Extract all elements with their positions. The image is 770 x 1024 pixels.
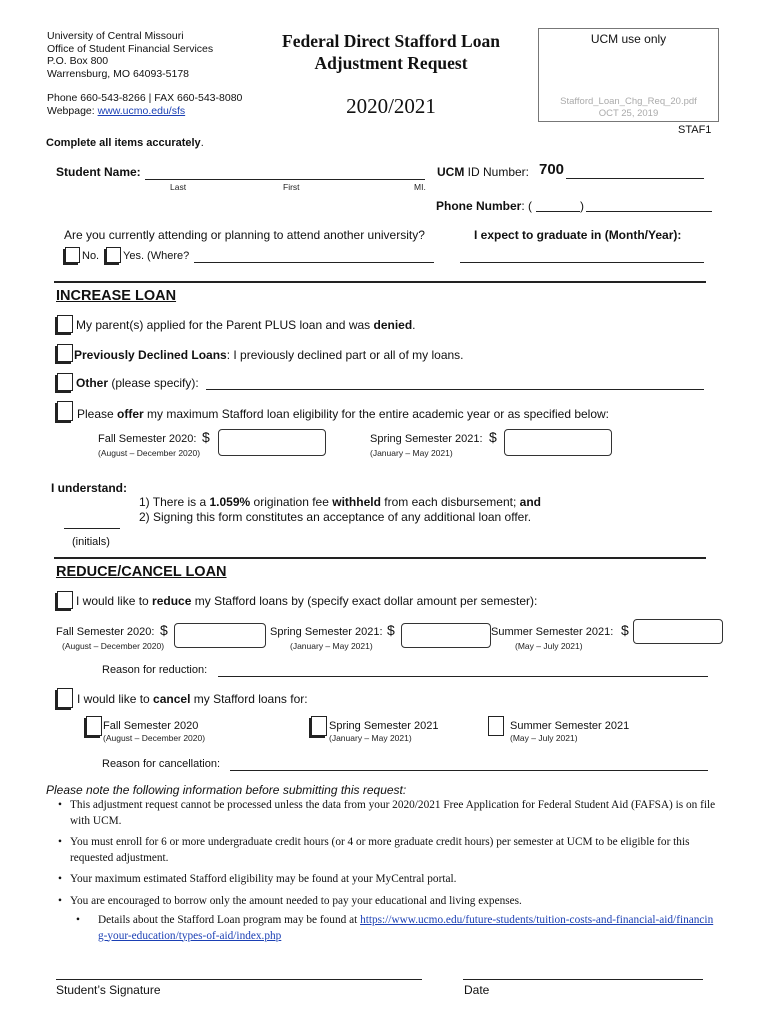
- reduce-spring-amount-input[interactable]: [401, 623, 491, 648]
- cancel-label: [77, 692, 308, 706]
- increase-spring-amount-input[interactable]: [504, 429, 612, 456]
- ucm-id-field[interactable]: [566, 178, 704, 179]
- date-field[interactable]: [463, 979, 703, 980]
- student-name-field[interactable]: [145, 179, 425, 180]
- item1-bold: 1.059%: [209, 495, 251, 509]
- cancel-fall-label: Fall Semester 2020: [103, 720, 199, 732]
- cancel-spring-dates: (January – May 2021): [329, 733, 412, 743]
- name-field-first: First: [283, 182, 300, 192]
- initials-label: (initials): [72, 536, 110, 548]
- no-label: No.: [82, 250, 100, 262]
- reduce-cancel-heading: REDUCE/CANCEL LOAN: [56, 564, 227, 580]
- instruction-text: [46, 137, 204, 149]
- reduce-label: [76, 594, 537, 608]
- cancel-fall-checkbox[interactable]: [86, 716, 102, 736]
- address-line: Warrensburg, MO 64093-5178: [47, 67, 190, 80]
- form-title-line: Federal Direct Stafford Loan: [282, 31, 500, 51]
- graduate-date-field[interactable]: [460, 262, 704, 263]
- increase-loan-heading: INCREASE LOAN: [56, 288, 177, 304]
- reason-reduction-field[interactable]: [218, 676, 708, 677]
- dollar-sign: $: [160, 622, 168, 638]
- file-date: OCT 25, 2019: [598, 108, 659, 119]
- student-signature-label: Student’s Signature: [56, 983, 161, 997]
- reduce-fall-dates: (August – December 2020): [62, 641, 165, 651]
- ucm-use-only-box: [538, 28, 719, 122]
- office-address: [47, 30, 213, 80]
- award-year: 2020/2021: [346, 94, 436, 118]
- reduce-post: my Stafford loans by (specify exact dollar amount per semester):: [191, 594, 538, 608]
- dollar-sign: $: [202, 429, 210, 445]
- note-item: • This adjustment request cannot be processed unless the data from your 2020/2021 Free Application for Federal Student Aid (FAFSA) is on file with UCM.: [58, 798, 718, 829]
- note-sub-item: [58, 913, 718, 944]
- understand-heading: I understand:: [51, 481, 128, 495]
- reduce-bold: reduce: [152, 594, 192, 608]
- plus-denied-checkbox[interactable]: [57, 315, 73, 333]
- dollar-sign: $: [387, 622, 395, 638]
- increase-fall-dates: (August – December 2020): [98, 448, 201, 458]
- opt1-post: .: [412, 318, 416, 332]
- ucm-id-prefix: 700: [539, 161, 565, 178]
- opt4-pre: Please: [77, 407, 118, 421]
- phone-bold: Phone Number: [436, 199, 522, 213]
- stafford-info-link[interactable]: https://www.ucmo.edu/future-students/tuition-costs-and-financial-aid/financing-your-education/types-of-aid/index.php: [98, 914, 714, 942]
- increase-fall-label: Fall Semester 2020:: [98, 433, 197, 445]
- cancel-spring-label: Spring Semester 2021: [329, 720, 439, 732]
- instruction-bold: Complete all items accurately: [46, 137, 201, 149]
- student-signature-field[interactable]: [56, 979, 422, 980]
- ucm-id-bold: UCM: [437, 165, 465, 179]
- graduate-label: I expect to graduate in (Month/Year):: [474, 228, 682, 242]
- attending-question: Are you currently attending or planning to attend another university?: [64, 228, 425, 242]
- offer-maximum-checkbox[interactable]: [57, 401, 73, 421]
- opt1-pre: My parent(s) applied for the Parent PLUS loan and was: [76, 318, 374, 332]
- reason-cancellation-field[interactable]: [230, 770, 708, 771]
- webpage-label: Webpage:: [47, 105, 98, 117]
- opt2-bold: Previously Declined Loans: [74, 348, 227, 362]
- phone-number-field[interactable]: [586, 211, 712, 212]
- office-phone: Phone 660-543-8266 | FAX 660-543-8080: [47, 92, 243, 104]
- initials-field[interactable]: [64, 528, 120, 529]
- yes-checkbox[interactable]: [106, 247, 121, 263]
- cancel-spring-checkbox[interactable]: [311, 716, 327, 736]
- phone-area-code-field[interactable]: [536, 211, 580, 212]
- dollar-sign: $: [621, 622, 629, 638]
- other-checkbox[interactable]: [57, 373, 73, 391]
- cancel-bold: cancel: [153, 692, 191, 706]
- form-title-line: Adjustment Request: [314, 53, 468, 73]
- office-webpage: [47, 105, 185, 118]
- reason-cancellation-label: Reason for cancellation:: [102, 758, 221, 770]
- section-divider: [54, 557, 706, 559]
- opt3-post: (please specify):: [108, 376, 199, 390]
- increase-fall-amount-input[interactable]: [218, 429, 326, 456]
- yes-label: Yes. (Where?: [123, 250, 190, 262]
- address-line: P.O. Box 800: [47, 55, 109, 67]
- reduce-spring-dates: (January – May 2021): [290, 641, 373, 651]
- item1-mid: origination fee: [250, 495, 333, 509]
- cancel-summer-checkbox[interactable]: [488, 716, 504, 736]
- cancel-summer-dates: (May – July 2021): [510, 733, 578, 743]
- note-item: • You are encouraged to borrow only the amount needed to pay your educational and living expenses.: [58, 894, 718, 910]
- other-university-field[interactable]: [194, 262, 434, 263]
- understand-item-1: [139, 495, 541, 509]
- other-label: [76, 376, 199, 390]
- reduce-fall-label: Fall Semester 2020:: [56, 626, 155, 638]
- cancel-pre: I would like to: [77, 692, 154, 706]
- address-line: University of Central Missouri: [47, 30, 184, 42]
- notes-heading: Please note the following information before submitting this request:: [46, 783, 407, 797]
- item1-mid2: from each disbursement;: [380, 495, 520, 509]
- previously-declined-label: [74, 348, 464, 362]
- form-title: [258, 30, 524, 74]
- note-sub-pre: Details about the Stafford Loan program may be found at: [98, 914, 361, 926]
- phone-rest: : (: [521, 199, 533, 213]
- webpage-link[interactable]: www.ucmo.edu/sfs: [97, 105, 186, 117]
- no-checkbox[interactable]: [65, 247, 80, 263]
- reduce-pre: I would like to: [76, 594, 153, 608]
- note-item: • Your maximum estimated Stafford eligibility may be found at your MyCentral portal.: [58, 872, 718, 888]
- item1-pre: 1) There is a: [139, 495, 210, 509]
- reduce-summer-dates: (May – July 2021): [515, 641, 583, 651]
- reduce-checkbox[interactable]: [57, 591, 73, 609]
- ucm-use-only-label: UCM use only: [590, 32, 667, 46]
- item1-bold2: withheld: [332, 495, 381, 509]
- opt4-bold: offer: [117, 407, 144, 421]
- dollar-sign: $: [489, 429, 497, 445]
- section-divider: [54, 281, 706, 283]
- increase-spring-label: Spring Semester 2021:: [370, 433, 483, 445]
- cancel-checkbox[interactable]: [57, 688, 73, 708]
- address-line: Office of Student Financial Services: [47, 42, 214, 55]
- cancel-summer-label: Summer Semester 2021: [510, 720, 630, 732]
- ucm-id-text: ID Number:: [464, 165, 530, 179]
- reduce-fall-amount-input[interactable]: [174, 623, 266, 648]
- opt2-post: : I previously declined part or all of my loans.: [226, 348, 464, 362]
- ucm-id-label: [437, 165, 529, 179]
- reduce-summer-label: Summer Semester 2021:: [491, 626, 614, 638]
- student-name-label: Student Name:: [56, 165, 141, 179]
- understand-item-2: 2) Signing this form constitutes an acceptance of any additional loan offer.: [139, 510, 532, 524]
- notes-list: [58, 798, 718, 944]
- cancel-fall-dates: (August – December 2020): [103, 733, 206, 743]
- opt4-post: my maximum Stafford loan eligibility for the entire academic year or as specified below:: [143, 407, 610, 421]
- increase-spring-dates: (January – May 2021): [370, 448, 453, 458]
- reduce-summer-amount-input[interactable]: [633, 619, 723, 644]
- opt3-bold: Other: [76, 376, 109, 390]
- other-specify-field[interactable]: [206, 389, 704, 390]
- plus-denied-label: [76, 318, 416, 332]
- instruction-end: .: [200, 137, 204, 149]
- date-label: Date: [464, 983, 490, 997]
- note-item: • You must enroll for 6 or more undergraduate credit hours (or 4 or more graduate credit hours) per semester at UCM to be eligible for this requested adjustment.: [58, 835, 718, 866]
- phone-number-label: [436, 199, 532, 213]
- reduce-spring-label: Spring Semester 2021:: [270, 626, 383, 638]
- form-code: STAF1: [678, 124, 712, 136]
- opt1-bold: denied: [373, 318, 413, 332]
- name-field-last: Last: [170, 182, 187, 192]
- previously-declined-checkbox[interactable]: [57, 344, 73, 362]
- name-field-mi: MI.: [414, 182, 426, 192]
- reason-reduction-label: Reason for reduction:: [102, 664, 208, 676]
- phone-paren-close: ): [580, 199, 584, 213]
- item1-bold3: and: [519, 495, 541, 509]
- file-name: Stafford_Loan_Chg_Req_20.pdf: [560, 96, 697, 107]
- offer-maximum-label: [77, 407, 609, 421]
- cancel-post: my Stafford loans for:: [190, 692, 308, 706]
